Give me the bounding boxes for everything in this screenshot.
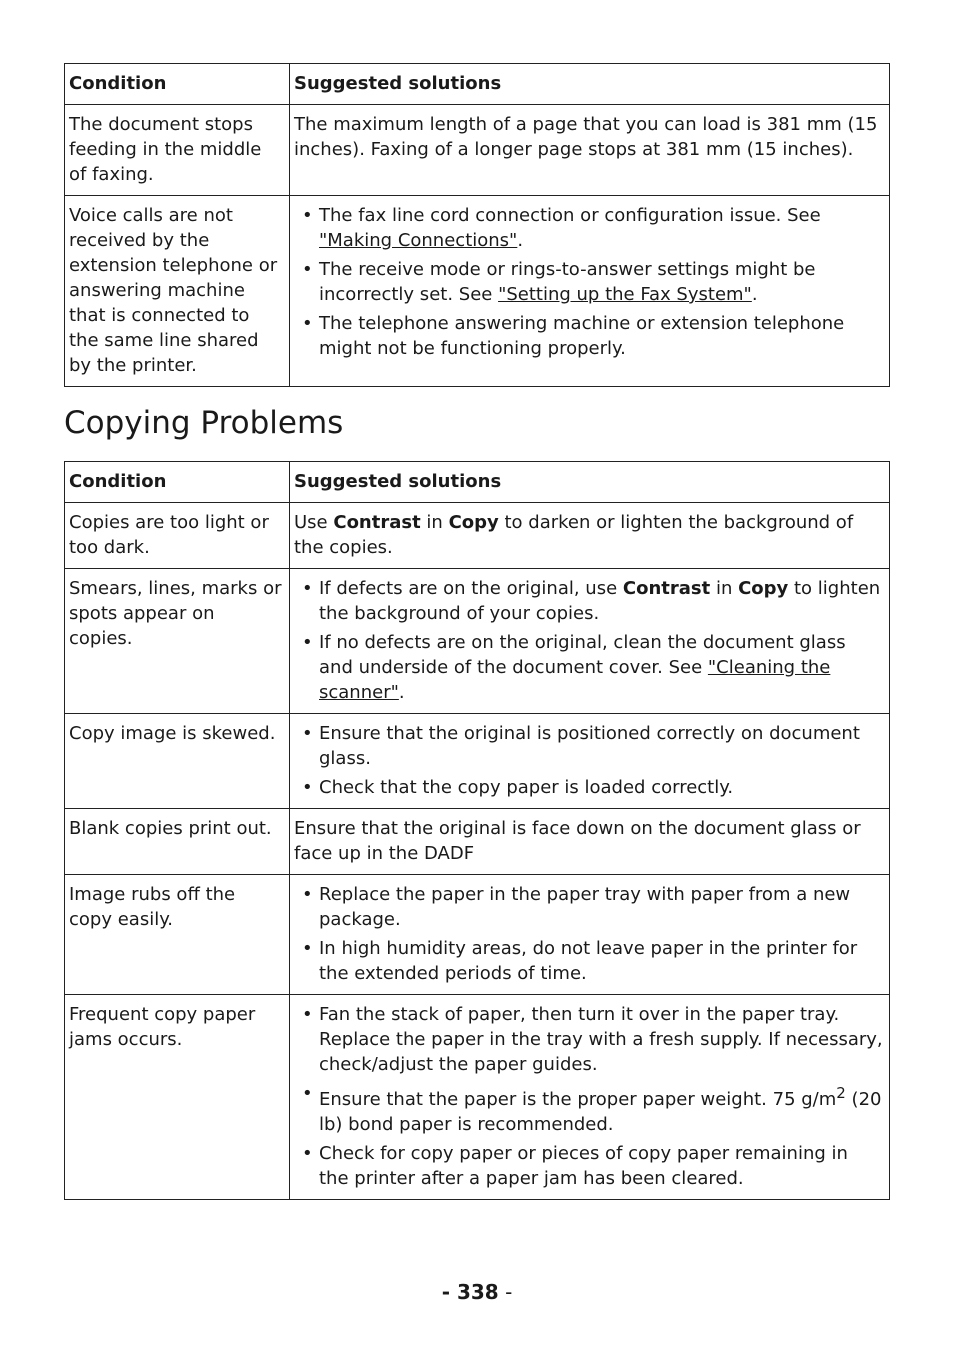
list-item: • Fan the stack of paper, then turn it over in the paper tray. Replace the paper in the tray with a fresh supply. If necessary, check/adjust the paper guides.: [294, 1002, 883, 1077]
list-item: • The telephone answering machine or extension telephone might not be functioning properly.: [294, 311, 883, 361]
condition-cell: Copies are too light or too dark.: [65, 503, 290, 569]
solution-list: [294, 721, 883, 800]
table-row: [65, 875, 890, 995]
table-row: [65, 714, 890, 809]
condition-cell: Image rubs off the copy easily.: [65, 875, 290, 995]
solution-list: [294, 203, 883, 361]
solutions-header: Suggested solutions: [290, 462, 890, 503]
solutions-header: Suggested solutions: [290, 64, 890, 105]
solution-list: [294, 882, 883, 986]
table-row: [65, 809, 890, 875]
condition-header: Condition: [65, 462, 290, 503]
list-item: • The receive mode or rings-to-answer settings might be incorrectly set. See "Setting up the Fax System".: [294, 257, 883, 307]
cleaning-the-scanner-link[interactable]: "Cleaning the scanner": [319, 657, 831, 703]
section-title: Copying Problems: [64, 405, 344, 441]
condition-cell: Smears, lines, marks or spots appear on copies.: [65, 569, 290, 714]
solution-list: [294, 1002, 883, 1191]
making-connections-link[interactable]: "Making Connections": [319, 230, 518, 251]
list-item: • Check for copy paper or pieces of copy paper remaining in the printer after a paper jam has been cleared.: [294, 1141, 883, 1191]
table-row: [65, 105, 890, 196]
setting-up-fax-system-link[interactable]: "Setting up the Fax System": [498, 284, 752, 305]
solution-list: [294, 576, 883, 705]
condition-cell: Blank copies print out.: [65, 809, 290, 875]
table-header-row: [65, 462, 890, 503]
list-item: • Ensure that the paper is the proper paper weight. 75 $g/m^2$ (20 lb) bond paper is recommended.: [294, 1081, 883, 1137]
list-item: • Check that the copy paper is loaded correctly.: [294, 775, 883, 800]
solution-cell: The maximum length of a page that you can load is 381 mm (15 inches). Faxing of a longer page stops at 381 mm (15 inches).: [290, 105, 890, 196]
list-item: • If defects are on the original, use Contrast in Copy to lighten the background of your copies.: [294, 576, 883, 626]
table-row: [65, 995, 890, 1200]
solution-cell: [290, 875, 890, 995]
table-row: [65, 196, 890, 387]
table-row: [65, 569, 890, 714]
fax-problems-table: [64, 63, 890, 387]
condition-cell: Copy image is skewed.: [65, 714, 290, 809]
list-item: • In high humidity areas, do not leave paper in the printer for the extended periods of time.: [294, 936, 883, 986]
table-header-row: [65, 64, 890, 105]
solution-cell: Ensure that the original is face down on the document glass or face up in the DADF: [290, 809, 890, 875]
solution-cell: [290, 196, 890, 387]
list-item: • The fax line cord connection or configuration issue. See "Making Connections".: [294, 203, 883, 253]
solution-cell: [290, 995, 890, 1200]
solution-cell: [290, 569, 890, 714]
copying-problems-table: [64, 461, 890, 1200]
table-row: [65, 503, 890, 569]
list-item: • If no defects are on the original, clean the document glass and underside of the document cover. See "Cleaning the scanner".: [294, 630, 883, 705]
list-item: • Ensure that the original is positioned correctly on document glass.: [294, 721, 883, 771]
condition-cell: The document stops feeding in the middle of faxing.: [65, 105, 290, 196]
condition-header: Condition: [65, 64, 290, 105]
page-number: - 338 -: [441, 1280, 513, 1304]
condition-cell: Frequent copy paper jams occurs.: [65, 995, 290, 1200]
solution-cell: Use Contrast in Copy to darken or lighten the background of the copies.: [290, 503, 890, 569]
list-item: • Replace the paper in the paper tray with paper from a new package.: [294, 882, 883, 932]
condition-cell: Voice calls are not received by the extension telephone or answering machine that is connected to the same line shared by the printer.: [65, 196, 290, 387]
solution-cell: [290, 714, 890, 809]
